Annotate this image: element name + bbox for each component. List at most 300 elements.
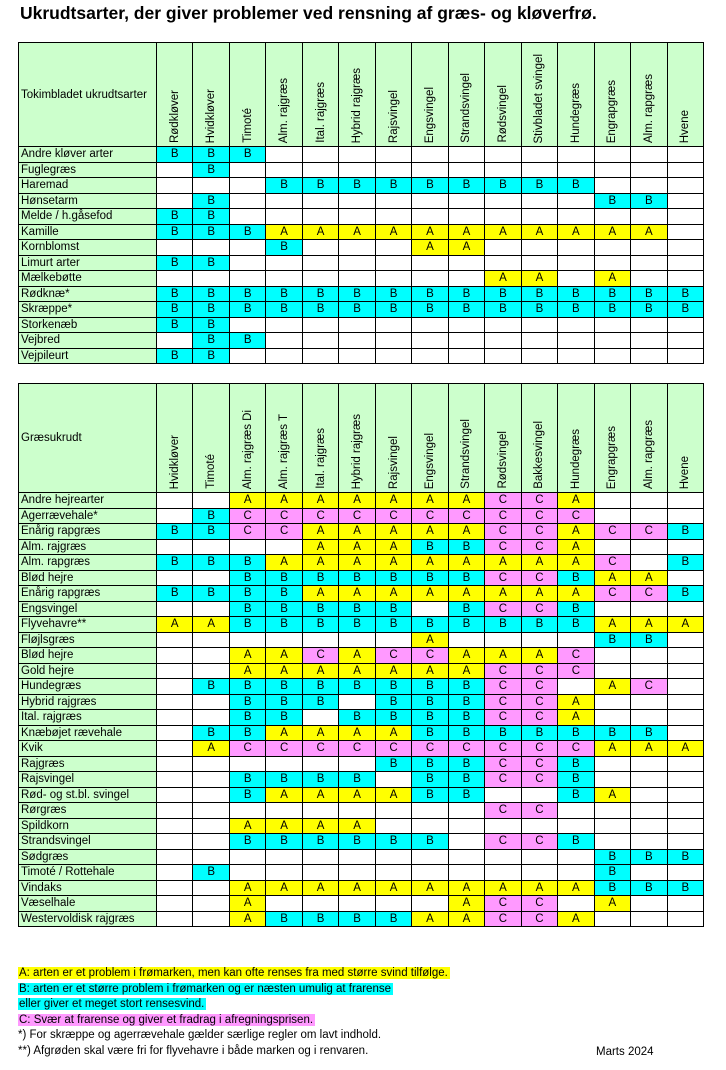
rating-cell: C — [266, 508, 302, 524]
rating-cell: A — [339, 555, 375, 571]
rating-cell — [193, 663, 229, 679]
rating-cell — [302, 255, 338, 271]
rating-cell — [266, 632, 302, 648]
rating-cell: A — [375, 725, 411, 741]
table-row — [19, 209, 704, 225]
rating-cell — [229, 803, 265, 819]
rating-cell: A — [485, 224, 521, 240]
table-row — [19, 834, 704, 850]
rating-cell: B — [375, 570, 411, 586]
rating-cell: B — [412, 617, 448, 633]
table-row — [19, 803, 704, 819]
rating-cell — [631, 333, 667, 349]
rating-cell: B — [266, 772, 302, 788]
rating-cell — [157, 648, 193, 664]
rating-cell: B — [631, 880, 667, 896]
rating-cell: B — [485, 178, 521, 194]
column-header-label: Ital. rajgræs — [314, 82, 327, 143]
rating-cell — [558, 255, 594, 271]
table-row — [19, 880, 704, 896]
rating-cell — [594, 493, 630, 509]
rating-cell — [667, 694, 703, 710]
rating-cell: B — [229, 679, 265, 695]
rating-cell — [229, 539, 265, 555]
rating-cell — [375, 803, 411, 819]
rating-cell: B — [375, 710, 411, 726]
column-header — [485, 384, 521, 493]
table-row — [19, 539, 704, 555]
rating-cell: B — [412, 756, 448, 772]
rating-cell: B — [448, 570, 484, 586]
rating-cell — [193, 818, 229, 834]
rating-cell — [594, 663, 630, 679]
rating-cell — [229, 317, 265, 333]
rating-cell: B — [339, 617, 375, 633]
rating-cell — [157, 539, 193, 555]
column-header — [667, 384, 703, 493]
rating-cell — [667, 648, 703, 664]
rating-cell: B — [193, 162, 229, 178]
column-header — [266, 384, 302, 493]
rating-cell — [448, 632, 484, 648]
rating-cell — [193, 632, 229, 648]
table-row — [19, 756, 704, 772]
row-label: Rajgræs — [19, 756, 157, 772]
rating-cell: B — [448, 539, 484, 555]
rating-cell: B — [558, 302, 594, 318]
rating-cell: A — [594, 617, 630, 633]
rating-cell: A — [157, 617, 193, 633]
rating-cell: A — [339, 663, 375, 679]
rating-cell: B — [558, 601, 594, 617]
rating-cell — [667, 317, 703, 333]
column-header-label: Hybrid rajgræs — [351, 413, 364, 489]
rating-cell — [339, 756, 375, 772]
table-row — [19, 555, 704, 571]
rating-cell — [266, 209, 302, 225]
rating-cell — [558, 271, 594, 287]
rating-cell: B — [594, 865, 630, 881]
rating-cell: B — [448, 694, 484, 710]
rating-cell — [339, 162, 375, 178]
rating-cell — [412, 209, 448, 225]
rating-cell — [485, 632, 521, 648]
row-label: Blød hejre — [19, 570, 157, 586]
row-label: Rødknæ* — [19, 286, 157, 302]
rating-cell: B — [412, 694, 448, 710]
rating-cell: B — [594, 880, 630, 896]
rating-cell — [302, 849, 338, 865]
rating-cell: B — [375, 911, 411, 927]
rating-cell — [667, 911, 703, 927]
rating-cell — [667, 539, 703, 555]
table-row — [19, 601, 704, 617]
rating-cell: B — [448, 787, 484, 803]
rating-cell — [667, 178, 703, 194]
rating-cell — [339, 849, 375, 865]
rating-cell — [375, 865, 411, 881]
rating-cell: A — [448, 493, 484, 509]
rating-cell — [667, 493, 703, 509]
rating-cell — [485, 162, 521, 178]
rating-cell — [558, 818, 594, 834]
rating-cell — [157, 896, 193, 912]
rating-cell: A — [302, 663, 338, 679]
rating-cell: A — [521, 271, 557, 287]
rating-cell: B — [266, 286, 302, 302]
rating-cell — [339, 803, 375, 819]
rating-cell: A — [631, 741, 667, 757]
rating-cell: B — [193, 725, 229, 741]
column-header — [448, 384, 484, 493]
rating-cell — [448, 271, 484, 287]
rating-cell: A — [521, 555, 557, 571]
row-label: Hønsetarm — [19, 193, 157, 209]
rating-cell: A — [375, 787, 411, 803]
rating-cell — [521, 255, 557, 271]
rating-cell: B — [375, 302, 411, 318]
date-label: Marts 2024 — [596, 1046, 654, 1058]
row-label: Enårig rapgræs — [19, 524, 157, 540]
rating-cell — [193, 240, 229, 256]
row-label: Rørgræs — [19, 803, 157, 819]
rating-cell — [485, 865, 521, 881]
rating-cell: B — [485, 725, 521, 741]
rating-cell: A — [485, 880, 521, 896]
table-row — [19, 193, 704, 209]
column-header — [339, 43, 375, 147]
rating-cell — [375, 896, 411, 912]
rating-cell — [448, 209, 484, 225]
rating-cell — [339, 147, 375, 163]
rating-cell: C — [302, 508, 338, 524]
rating-cell — [193, 772, 229, 788]
rating-cell — [412, 193, 448, 209]
rating-cell — [412, 896, 448, 912]
rating-cell: A — [339, 539, 375, 555]
column-header-label: Engrapgræs — [606, 425, 619, 489]
rating-cell: B — [412, 539, 448, 555]
rating-cell — [631, 787, 667, 803]
rating-cell: A — [339, 818, 375, 834]
rating-cell: A — [448, 224, 484, 240]
rating-cell: B — [448, 178, 484, 194]
rating-cell: A — [558, 586, 594, 602]
rating-cell: A — [412, 632, 448, 648]
rating-cell — [631, 756, 667, 772]
rating-cell: B — [667, 302, 703, 318]
rating-cell: B — [302, 694, 338, 710]
column-header — [339, 384, 375, 493]
rating-cell: A — [302, 787, 338, 803]
rating-cell: B — [448, 756, 484, 772]
rating-cell: A — [485, 555, 521, 571]
rating-cell — [157, 818, 193, 834]
rating-cell: C — [558, 508, 594, 524]
row-label: Agerrævehale* — [19, 508, 157, 524]
rating-cell: B — [193, 209, 229, 225]
rating-cell — [485, 147, 521, 163]
column-header-label: Hybrid rajgræs — [351, 67, 364, 143]
rating-cell: A — [631, 224, 667, 240]
table-row — [19, 348, 704, 364]
rating-cell: B — [193, 147, 229, 163]
column-header — [521, 384, 557, 493]
rating-cell: A — [302, 586, 338, 602]
rating-cell: B — [339, 772, 375, 788]
rating-cell: A — [558, 493, 594, 509]
rating-cell — [266, 162, 302, 178]
rating-cell: B — [375, 679, 411, 695]
rating-cell: A — [302, 818, 338, 834]
rating-cell — [339, 865, 375, 881]
rating-cell: B — [157, 317, 193, 333]
column-header-label: Alm. rajgræs — [278, 77, 291, 143]
rating-cell: B — [266, 694, 302, 710]
rating-cell — [594, 694, 630, 710]
rating-cell — [302, 710, 338, 726]
column-header — [229, 43, 265, 147]
rating-cell: B — [558, 772, 594, 788]
rating-cell: B — [266, 586, 302, 602]
row-label: Hybrid rajgræs — [19, 694, 157, 710]
column-header-label: Timoté — [241, 108, 254, 143]
rating-cell — [667, 710, 703, 726]
legend-a: A: arten er et problem i frømarken, men kan ofte renses fra med større svind tilfølge. — [19, 967, 448, 979]
rating-cell — [339, 255, 375, 271]
column-header-label: Engsvingel — [424, 86, 437, 143]
rating-cell: A — [485, 271, 521, 287]
rating-cell: B — [193, 317, 229, 333]
table-row — [19, 333, 704, 349]
rating-cell: B — [339, 834, 375, 850]
rating-cell — [375, 162, 411, 178]
rating-cell: B — [229, 617, 265, 633]
rating-cell — [594, 147, 630, 163]
rating-cell: B — [266, 710, 302, 726]
column-header-label: Rødsvingel — [496, 85, 509, 143]
rating-cell — [193, 849, 229, 865]
rating-cell — [631, 803, 667, 819]
rating-cell — [558, 317, 594, 333]
rating-cell — [229, 632, 265, 648]
rating-cell: B — [375, 601, 411, 617]
rating-cell: C — [229, 741, 265, 757]
rating-cell: C — [485, 601, 521, 617]
rating-cell — [412, 271, 448, 287]
row-label: Strandsvingel — [19, 834, 157, 850]
rating-cell — [266, 255, 302, 271]
rating-cell — [448, 834, 484, 850]
rating-cell — [631, 255, 667, 271]
rating-cell: B — [229, 586, 265, 602]
rating-cell — [631, 271, 667, 287]
rating-cell: B — [485, 302, 521, 318]
table-row — [19, 586, 704, 602]
table-corner-label: Græsukrudt — [19, 384, 157, 493]
rating-cell: B — [302, 178, 338, 194]
column-header-label: Rajsvingel — [387, 435, 400, 489]
rating-cell: C — [521, 663, 557, 679]
rating-cell: B — [558, 834, 594, 850]
rating-cell: B — [302, 302, 338, 318]
rating-cell: C — [448, 741, 484, 757]
rating-cell — [193, 694, 229, 710]
rating-cell: B — [375, 756, 411, 772]
grass-weeds-table — [18, 383, 704, 927]
rating-cell — [667, 725, 703, 741]
table-row — [19, 617, 704, 633]
rating-cell — [485, 209, 521, 225]
row-label: Haremad — [19, 178, 157, 194]
rating-cell — [667, 834, 703, 850]
rating-cell — [266, 539, 302, 555]
rating-cell: C — [266, 524, 302, 540]
rating-cell: B — [229, 787, 265, 803]
row-label: Storkenæb — [19, 317, 157, 333]
row-label: Alm. rajgræs — [19, 539, 157, 555]
rating-cell — [558, 209, 594, 225]
rating-cell — [157, 493, 193, 509]
rating-cell: C — [521, 710, 557, 726]
rating-cell: B — [448, 601, 484, 617]
rating-cell: A — [558, 694, 594, 710]
rating-cell: B — [157, 555, 193, 571]
page-title: Ukrudtsarter, der giver problemer ved rensning af græs- og kløverfrø. — [20, 3, 597, 23]
legend — [18, 966, 450, 1059]
rating-cell — [631, 508, 667, 524]
rating-cell — [594, 834, 630, 850]
rating-cell — [375, 147, 411, 163]
rating-cell — [375, 818, 411, 834]
table-row — [19, 725, 704, 741]
rating-cell: B — [266, 302, 302, 318]
rating-cell — [631, 493, 667, 509]
rating-cell: C — [521, 601, 557, 617]
rating-cell: B — [193, 524, 229, 540]
rating-cell — [594, 178, 630, 194]
rating-cell: C — [448, 508, 484, 524]
table-row — [19, 663, 704, 679]
rating-cell — [521, 193, 557, 209]
rating-cell: B — [266, 911, 302, 927]
rating-cell — [302, 271, 338, 287]
rating-cell — [485, 787, 521, 803]
rating-cell: A — [339, 224, 375, 240]
column-header-label: Engrapgræs — [606, 79, 619, 143]
rating-cell — [412, 317, 448, 333]
rating-cell — [375, 348, 411, 364]
rating-cell: B — [412, 679, 448, 695]
rating-cell: B — [229, 601, 265, 617]
rating-cell — [375, 632, 411, 648]
rating-cell: B — [375, 178, 411, 194]
rating-cell: B — [302, 911, 338, 927]
row-label: Skræppe* — [19, 302, 157, 318]
column-header-label: Alm. rajgræs Di — [241, 409, 254, 489]
rating-cell — [375, 240, 411, 256]
rating-cell — [631, 818, 667, 834]
column-header-label: Hundegræs — [569, 82, 582, 143]
rating-cell — [302, 756, 338, 772]
rating-cell — [631, 663, 667, 679]
rating-cell: B — [339, 911, 375, 927]
rating-cell — [448, 147, 484, 163]
rating-cell: C — [339, 508, 375, 524]
rating-cell: B — [266, 679, 302, 695]
rating-cell — [157, 632, 193, 648]
rating-cell: B — [302, 617, 338, 633]
rating-cell — [412, 803, 448, 819]
rating-cell: A — [339, 787, 375, 803]
rating-cell — [521, 147, 557, 163]
rating-cell: B — [302, 570, 338, 586]
rating-cell: A — [266, 880, 302, 896]
table-row — [19, 302, 704, 318]
rating-cell — [631, 601, 667, 617]
rating-cell — [558, 849, 594, 865]
rating-cell: C — [631, 524, 667, 540]
rating-cell — [229, 348, 265, 364]
rating-cell: A — [412, 586, 448, 602]
rating-cell: B — [375, 286, 411, 302]
rating-cell — [667, 601, 703, 617]
rating-cell — [193, 756, 229, 772]
rating-cell: B — [157, 209, 193, 225]
rating-cell — [339, 896, 375, 912]
column-header-label: Stivbladet svingel — [533, 53, 546, 143]
rating-cell: B — [193, 348, 229, 364]
rating-cell — [193, 493, 229, 509]
rating-cell — [485, 818, 521, 834]
rating-cell — [485, 240, 521, 256]
rating-cell: C — [485, 834, 521, 850]
rating-cell — [266, 317, 302, 333]
rating-cell — [521, 787, 557, 803]
column-header — [229, 384, 265, 493]
rating-cell: B — [412, 725, 448, 741]
row-label: Alm. rapgræs — [19, 555, 157, 571]
rating-cell — [157, 880, 193, 896]
rating-cell: B — [594, 725, 630, 741]
row-label: Kornblomst — [19, 240, 157, 256]
table-row — [19, 178, 704, 194]
rating-cell — [521, 849, 557, 865]
rating-cell — [302, 865, 338, 881]
rating-cell: B — [521, 617, 557, 633]
rating-cell: C — [521, 834, 557, 850]
table-row — [19, 772, 704, 788]
rating-cell: C — [412, 741, 448, 757]
rating-cell — [594, 648, 630, 664]
rating-cell: A — [521, 586, 557, 602]
column-header — [631, 43, 667, 147]
rating-cell — [448, 803, 484, 819]
rating-cell: A — [412, 224, 448, 240]
rating-cell — [631, 240, 667, 256]
rating-cell: B — [558, 178, 594, 194]
rating-cell: A — [558, 911, 594, 927]
row-label: Westervoldisk rajgræs — [19, 911, 157, 927]
row-label: Knæbøjet rævehale — [19, 725, 157, 741]
rating-cell: A — [412, 880, 448, 896]
rating-cell — [558, 803, 594, 819]
rating-cell: B — [229, 725, 265, 741]
rating-cell — [558, 632, 594, 648]
rating-cell: B — [229, 772, 265, 788]
rating-cell — [594, 803, 630, 819]
rating-cell — [157, 178, 193, 194]
